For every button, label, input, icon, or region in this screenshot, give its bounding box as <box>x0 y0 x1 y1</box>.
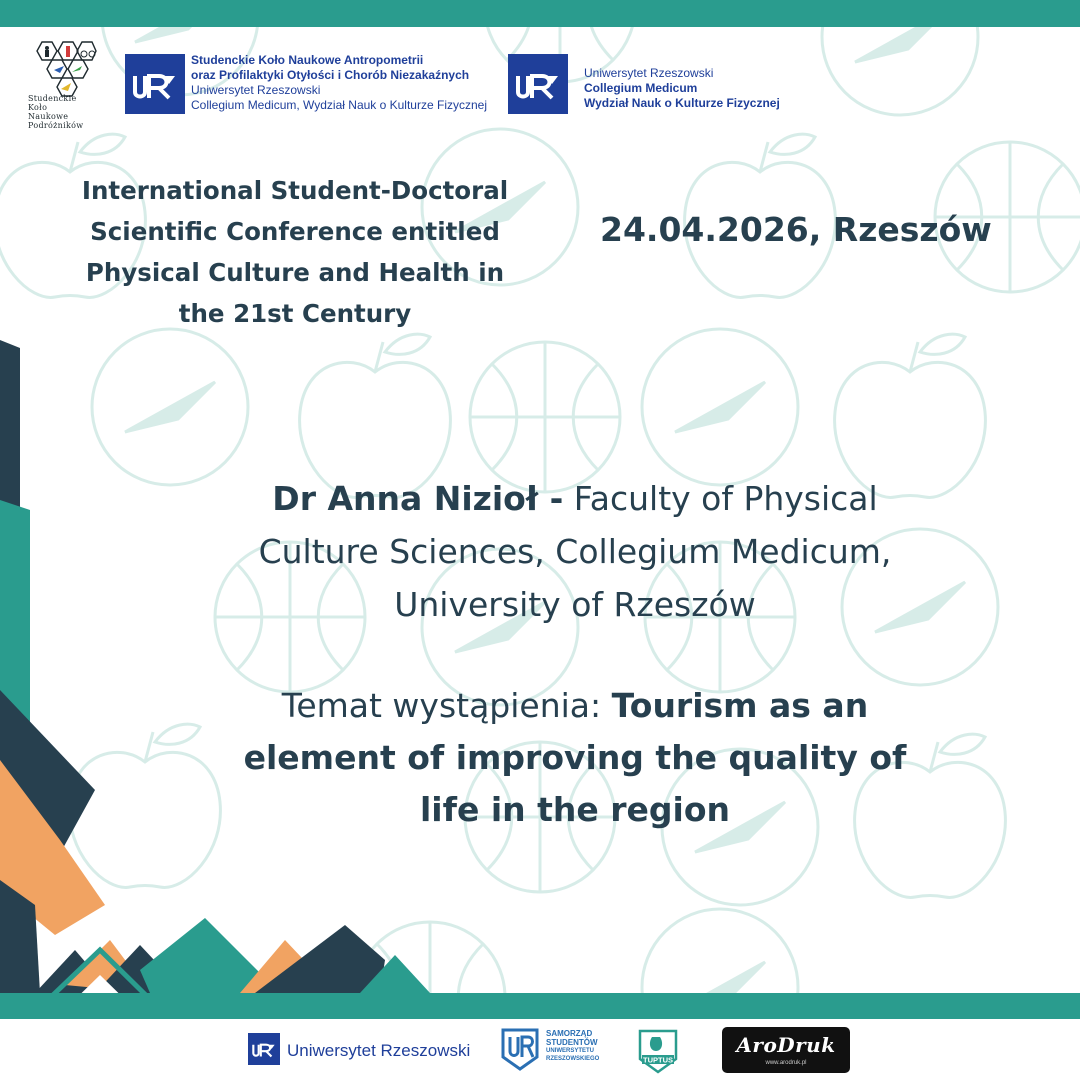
kolo-logo-text <box>28 94 102 130</box>
speaker-name: Dr Anna Nizioł - <box>272 479 564 518</box>
samorzad-line: STUDENTÓW <box>546 1038 598 1047</box>
topic-label: Temat wystąpienia: <box>281 686 612 725</box>
samorzad-text <box>546 1029 599 1063</box>
top-accent-bar <box>0 0 1080 27</box>
conference-title <box>40 170 550 334</box>
topic-title-2: element of improving the quality of <box>243 738 907 777</box>
topic-line-1 <box>110 680 1040 732</box>
samorzad-line: UNIWERSYTETU <box>546 1048 594 1054</box>
tuptus-label: TUPTUS <box>643 1055 673 1065</box>
sk-line-1: Studenckie Koło Naukowe Antropometrii <box>191 53 424 67</box>
arodruk-logo <box>722 1027 850 1073</box>
arodruk-url: www.arodruk.pl <box>765 1060 807 1066</box>
conference-title-line: International Student-Doctoral <box>81 176 509 205</box>
arodruk-name: AroDruk <box>736 1033 836 1057</box>
speaker-affiliation-3: University of Rzeszów <box>394 585 756 624</box>
bottom-accent-bar <box>0 993 1080 1019</box>
ur-line-3: Wydział Nauk o Kulturze Fizycznej <box>584 96 780 110</box>
footer-ur-text: Uniwersytet Rzeszowski <box>287 1041 471 1060</box>
samorzad-shield-icon <box>500 1027 540 1071</box>
kolo-line-3: Naukowe <box>28 112 69 121</box>
kolo-line-2: Koło <box>28 103 48 112</box>
kolo-line-1: Studenckie <box>28 94 77 103</box>
sk-line-2: oraz Profilaktyki Otyłości i Chorób Niezakaźnych <box>191 68 470 82</box>
speaker-block <box>110 472 1040 631</box>
kolo-line-4: Podróżników <box>28 121 84 130</box>
decorative-mountain-shapes <box>0 330 440 1020</box>
ur-logo-icon <box>248 1033 280 1065</box>
conference-title-line: Physical Culture and Health in <box>85 258 505 287</box>
sk-line-4: Collegium Medicum, Wydział Nauk o Kulturze Fizycznej <box>191 98 487 112</box>
speaker-affiliation-1: Faculty of Physical <box>563 479 878 518</box>
footer-sponsors <box>0 1019 1080 1080</box>
ur-logo-text <box>584 66 780 111</box>
samorzad-line: RZESZOWSKIEGO <box>546 1056 600 1062</box>
conference-title-line: Scientific Conference entitled <box>90 217 500 246</box>
topic-title-1: Tourism as an <box>611 686 869 725</box>
samorzad-line: SAMORZĄD <box>546 1029 593 1038</box>
speaker-line-1 <box>110 472 1040 525</box>
ur-line-2: Collegium Medicum <box>584 81 698 95</box>
sk-logo-text <box>191 53 487 113</box>
conference-title-line: the 21st Century <box>178 299 412 328</box>
tuptus-badge-icon <box>634 1025 682 1075</box>
ur-logo-icon <box>508 54 568 114</box>
date-place: 24.04.2026, Rzeszów <box>600 210 992 249</box>
topic-block <box>110 680 1040 836</box>
topic-title-3: life in the region <box>419 790 731 829</box>
ur-line-1: Uniwersytet Rzeszowski <box>584 66 714 80</box>
sk-line-3: Uniwersytet Rzeszowski <box>191 83 321 97</box>
ur-logo-icon <box>125 54 185 114</box>
speaker-affiliation-2: Culture Sciences, Collegium Medicum, <box>258 532 892 571</box>
